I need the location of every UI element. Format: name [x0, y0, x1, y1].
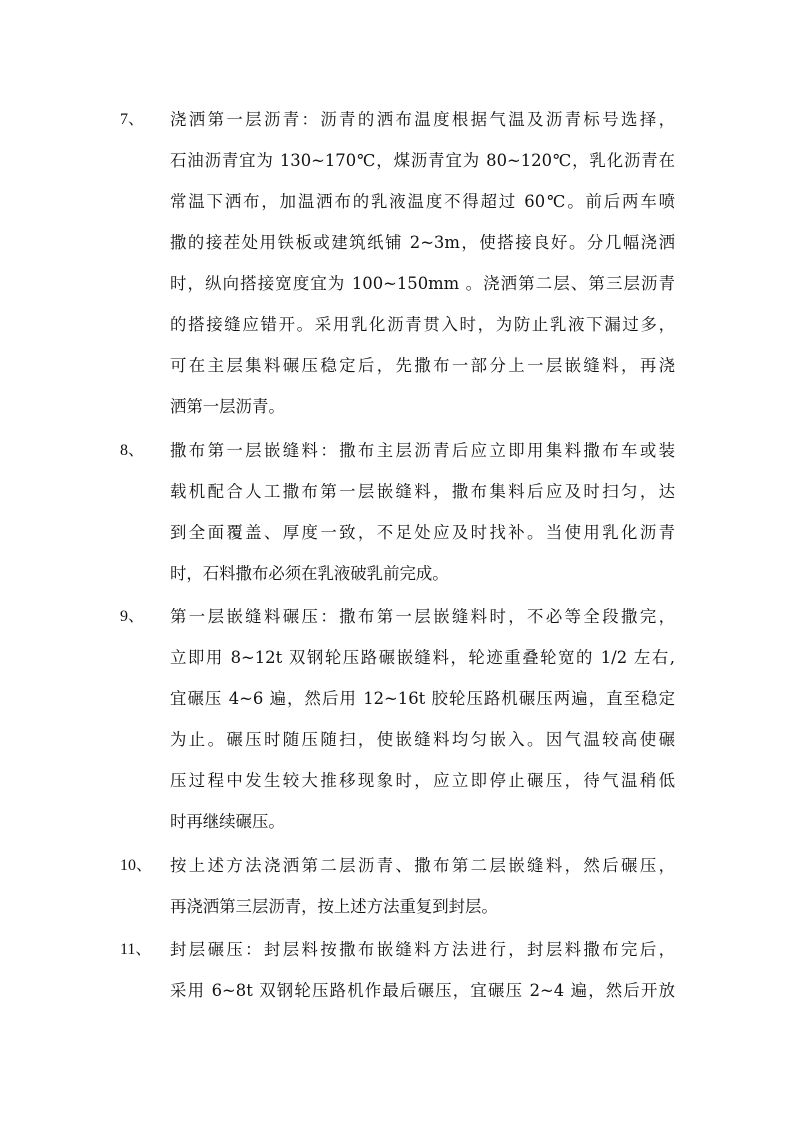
item-number: 8、	[120, 442, 145, 459]
paragraph-line: 时再继续碾压。	[170, 812, 285, 831]
paragraph-line: 撒布第一层嵌缝料：撒布主层沥青后应立即用集料撒布车或装	[170, 441, 675, 460]
paragraph-line: 立即用 8~12t 双钢轮压路碾嵌缝料，轮迹重叠轮宽的 1/2 左右,	[170, 648, 675, 667]
paragraph-line: 浇洒第一层沥青：沥青的洒布温度根据气温及沥青标号选择，	[170, 110, 675, 129]
paragraph-line: 石油沥青宜为 130~170℃，煤沥青宜为 80~120℃，乳化沥青在	[170, 151, 675, 170]
item-number: 9、	[120, 608, 145, 625]
paragraph-line: 按上述方法浇洒第二层沥青、撒布第二层嵌缝料，然后碾压，	[170, 856, 675, 875]
item-number: 10、	[120, 857, 153, 874]
paragraph-line: 常温下洒布，加温洒布的乳液温度不得超过 60℃。前后两车喷	[170, 192, 675, 211]
paragraph-line: 采用 6~8t 双钢轮压路机作最后碾压，宜碾压 2~4 遍，然后开放	[170, 981, 675, 1000]
paragraph-line: 时，纵向搭接宽度宜为 100~150mm 。浇洒第二层、第三层沥青	[170, 274, 675, 293]
paragraph-line: 撒的接茬处用铁板或建筑纸铺 2~3m，使搭接良好。分几幅浇洒	[170, 233, 675, 252]
paragraph-line: 到全面覆盖、厚度一致，不足处应及时找补。当使用乳化沥青	[170, 523, 675, 542]
paragraph-line: 封层碾压：封层料按撒布嵌缝料方法进行，封层料撒布完后，	[170, 940, 675, 959]
paragraph-line: 的搭接缝应错开。采用乳化沥青贯入时，为防止乳液下漏过多，	[170, 315, 675, 334]
item-number: 7、	[120, 111, 145, 128]
paragraph-line: 洒第一层沥青。	[170, 397, 285, 416]
paragraph-line: 时，石料撒布必须在乳液破乳前完成。	[170, 564, 449, 583]
paragraph-line: 压过程中发生较大推移现象时，应立即停止碾压，待气温稍低	[170, 771, 675, 790]
item-number: 11、	[120, 941, 152, 958]
paragraph-line: 可在主层集料碾压稳定后，先撒布一部分上一层嵌缝料，再浇	[170, 356, 675, 375]
paragraph-line: 再浇洒第三层沥青，按上述方法重复到封层。	[170, 897, 498, 916]
paragraph-line: 载机配合人工撒布第一层嵌缝料，撒布集料后应及时扫匀，达	[170, 482, 675, 501]
paragraph-line: 第一层嵌缝料碾压：撒布第一层嵌缝料时，不必等全段撒完，	[170, 607, 675, 626]
paragraph-line: 为止。碾压时随压随扫，使嵌缝料均匀嵌入。因气温较高使碾	[170, 730, 675, 749]
paragraph-line: 宜碾压 4~6 遍，然后用 12~16t 胶轮压路机碾压两遍，直至稳定	[170, 689, 675, 708]
